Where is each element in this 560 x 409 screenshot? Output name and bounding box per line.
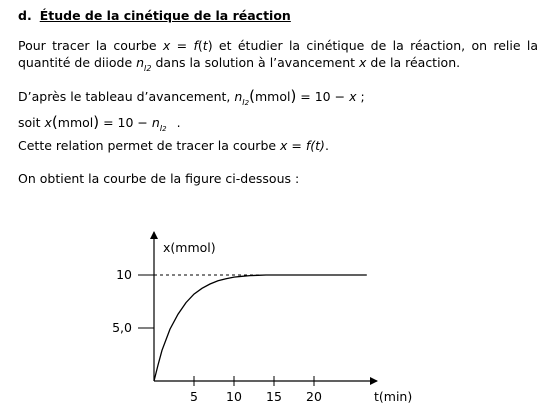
var-x: x — [349, 89, 357, 104]
var-n: n — [136, 55, 145, 70]
tableau-text: = 10 − — [296, 89, 350, 104]
tableau-text: ; — [356, 89, 365, 104]
subscript-i: I — [242, 98, 245, 107]
subscript-i: I — [159, 124, 163, 133]
x-tick-label: 20 — [306, 389, 322, 404]
var-x: x — [359, 55, 367, 70]
section-title: Étude de la cinétique de la réaction — [39, 8, 291, 23]
paren-close: ) — [290, 87, 297, 105]
y-axis-label: x(mmol) — [163, 240, 216, 255]
y-tick-label: 5,0 — [112, 320, 132, 335]
x-tick-label: 10 — [226, 389, 242, 404]
var-x: x — [44, 115, 52, 130]
unit-mmol: mmol — [254, 89, 291, 104]
func-f: f — [305, 138, 311, 153]
para-text: dans la solution à l’avancement — [151, 55, 360, 70]
x-axis-label: t(min) — [374, 389, 413, 404]
x-tick-label: 15 — [266, 389, 282, 404]
subscript-2: 2 — [244, 99, 250, 107]
y-tick-label: 10 — [116, 267, 132, 282]
para-text: ( — [197, 38, 203, 53]
series-curve — [154, 275, 366, 381]
func-f: f — [193, 38, 198, 53]
var-t: t — [202, 38, 208, 53]
soit-text: = 10 − — [99, 115, 152, 130]
section-letter: d. — [18, 8, 32, 23]
var-n: n — [234, 89, 243, 104]
subscript-2: 2 — [162, 125, 167, 133]
para-text: ) et étudier la cinétique de la réaction, on relie la quantité de diiode — [18, 38, 539, 70]
soit-text: . — [172, 115, 181, 130]
obtient-line: On obtient la courbe de la figure ci-dessous : — [18, 171, 300, 186]
tableau-text: D’après le tableau d’avancement, — [18, 89, 235, 104]
var-n: n — [151, 115, 160, 130]
para-text: Pour tracer la courbe — [18, 38, 163, 53]
x-tick-label: 5 — [190, 389, 198, 404]
soit-text: soit — [18, 115, 45, 130]
relation-text: Cette relation permet de tracer la courbe — [18, 138, 281, 153]
para-text: = — [170, 38, 194, 53]
var-x: x — [162, 38, 171, 53]
paren-open: ( — [249, 87, 255, 105]
relation-text: . — [324, 138, 329, 153]
var-t: (t) — [310, 138, 325, 153]
para-text: de la réaction. — [366, 55, 461, 70]
relation-text: = — [287, 138, 306, 153]
var-x: x — [280, 138, 288, 153]
subscript-i2: I2 — [144, 64, 152, 73]
paren-close: ) — [93, 113, 100, 131]
unit-mmol: mmol — [57, 115, 94, 130]
paren-open: ( — [51, 113, 58, 131]
axis-ticks — [112, 267, 322, 404]
